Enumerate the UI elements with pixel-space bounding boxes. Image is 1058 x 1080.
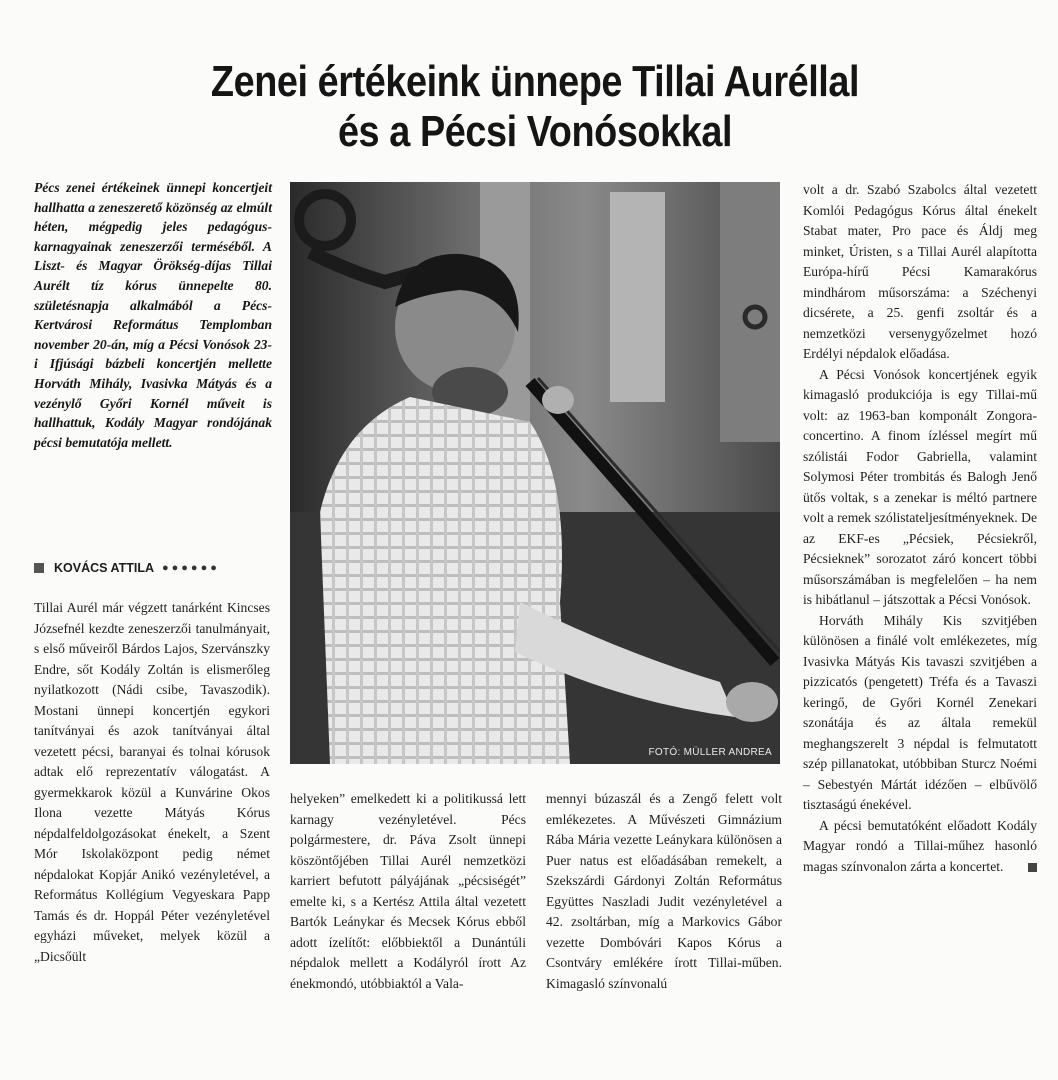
headline-line-2: és a Pécsi Vonósokkal [337, 107, 733, 157]
end-square-icon [1028, 863, 1037, 872]
byline-square-icon [34, 563, 44, 573]
lead-paragraph: Pécs zenei értékeinek ünnepi koncertjeit hallhatta a zeneszerető közönség az elmúlt héten, mégpedig jeles pedagógus-karnagyainak zeneszerzői terméséből. A Liszt- és Magyar Örökség-díjas Tillai Aurélt tíz kórus ünnepelte 80. születésnapja alkalmából a Pécs-Kertvárosi Református Templomban november 20-án, míg a Pécsi Vonósok 23-i Ifjúsági bázbeli koncertjén mellette Horváth Mihály, Ivasivka Mátyás és a vezénylő Győri Kornél műveit is hallhattuk, Kodály Magyar rondójának pécsi bemutatója mellett. [34, 180, 272, 450]
column-4-para-3: Horváth Mihály Kis szvitjében különösen a finálé volt emlékezetes, míg Ivasivka Mátyás Kis tavaszi szvitjében a pizzicatós (pengetett) Tréfa és a Tavaszi keringő, de Győri Kornél Zenekari szonátája és az általa remekül meghangszerelt 3 népdal is felmutatott szép pillanatokat, utóbbiban Sturcz Noémi – Sebestyén Mártát idézően – elbűvölő tisztaságú énekével. [803, 612, 1037, 812]
column-1 [34, 598, 270, 967]
byline-dots-icon: ●●●●●● [162, 562, 220, 574]
column-3 [546, 789, 782, 994]
column-4-para-2: A Pécsi Vonósok koncertjének egyik kimagasló produkciója is egy Tillai-mű volt: az 1963-ban komponált Zongora-concertino. A finom ízléssel megírt mű szólistái Fodor Gabriella, valamint Solymosi Péter trombitás és Balogh Jenő ütős voltak, s a zenekar is méltó partnere volt a remek szólistateljesítményeknek. De az EKF-es „Pécsiek, Pécsiekről, Pécsieknek” sorozatot záró koncert többi műsorszámában is megfelelően – ha nem is hibátlanul – játszottak a Pécsi Vonósok. [803, 366, 1037, 607]
photo-credit: FOTÓ: MÜLLER ANDREA [648, 747, 772, 758]
author-name: KOVÁCS ATTILA [54, 561, 154, 575]
column-1-text: Tillai Aurél már végzett tanárként Kincses Józsefnél kezdte zeneszerzői tanulmányait, s első műveiről Bárdos Lajos, Szervánszky Endre, sőt Kodály Zoltán is elismerőleg nyilatkozott (Nádi csibe, Tavaszodik). Mostani ünnepi koncertjén egykori tanítványai és azok tanítványai által vezetett pécsi, baranyai és tolnai kórusok adtak elő reprezentatív válogatást. A gyermekkarok közül a Kunvárine Okos Ilona vezette Mátyás Kórus népdalfeldolgozásokat énekelt, a Szent Mór Iskolaközpont pedig német népdalokat Kopjár Anikó vezényletével, a Református Kollégium Vegyeskara Papp Tamás és dr. Hoppál Péter vezényletével egyházi műveket, melyek közül a „Dicsőült [34, 600, 270, 964]
column-4-para-1: volt a dr. Szabó Szabolcs által vezetett Komlói Pedagógus Kórus által énekelt Stabat mater, Pro pace és Áldj meg minket, Úristen, s a Tillai Aurél alapította Európa-hírű Pécsi Kamarakórus mindhárom műsorszáma: a Széchenyi dicsérete, a 25. genfi zsoltár és a nemzetközi versenygyőzelmet hozó Erdélyi népdalok előadása. [803, 182, 1037, 361]
column-4-para-4 [803, 816, 1037, 878]
headline-line-1: Zenei értékeink ünnepe Tillai Auréllal [210, 57, 860, 107]
column-2-text: helyeken” emelkedett ki a politikussá lett karnagy vezényletével. Pécs polgármestere, dr. Páva Zsolt ünnepi köszöntőjében Tillai Aurél nemzetközi karriert befutott pályájának „pécsiségét” emelte ki, s a Kertész Attila által vezetett Bartók Leánykar és Mecsek Kórus ebből adott ízelítőt: előbbiektől a Dunántúli népdalok mellett a Kodályról írott Az énekmondó, utóbbiaktól a Vala- [290, 791, 526, 991]
photo-cellist-image [290, 182, 780, 764]
column-4 [803, 180, 1037, 877]
column-4-para-4-text: A pécsi bemutatóként előadott Kodály Magyar rondó a Tillai-műhez hasonló magas színvonalon zárta a koncertet. [803, 817, 1037, 874]
column-3-text: mennyi búzaszál és a Zengő felett volt emlékezetes. A Művészeti Gimnázium Rába Mária vezette Leánykara különösen a Puer natus est előadásában remekelt, a Szekszárdi Gárdonyi Zoltán Református Együttes Naszladi Judit vezényletével a 42. zsoltárban, míg a Markovics Gábor vezette Dombóvári Kapos Kórus a Csontváry emlékére írott Tillai-műben. Kimagasló színvonalú [546, 791, 782, 991]
byline [34, 558, 274, 578]
column-2 [290, 789, 526, 994]
photo [290, 182, 780, 764]
headline [127, 57, 944, 157]
